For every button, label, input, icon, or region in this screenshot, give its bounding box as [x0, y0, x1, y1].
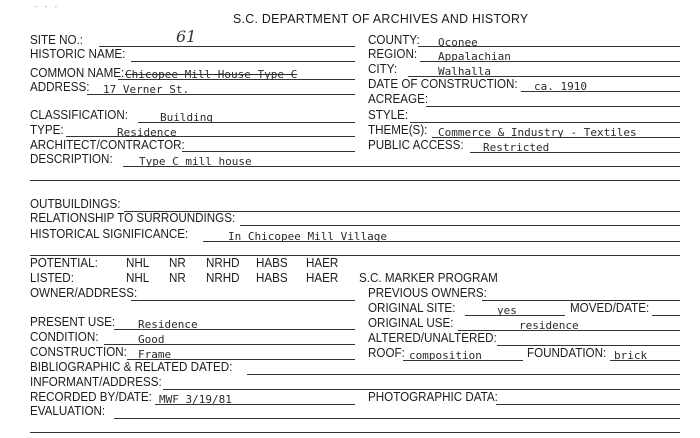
- photographic-line: [496, 404, 680, 405]
- city-label: CITY:: [368, 62, 398, 76]
- original-site-value: yes: [497, 304, 517, 317]
- bibliographic-line: [247, 374, 680, 375]
- condition-label: CONDITION:: [30, 330, 99, 344]
- common-name-value: Chicopee Mill House Type C: [125, 68, 298, 81]
- significance-value: In Chicopee Mill Village: [228, 230, 387, 243]
- recorded-label: RECORDED BY/DATE:: [30, 390, 152, 404]
- listed-habs: HABS: [256, 271, 288, 285]
- common-name-label: COMMON NAME:: [30, 66, 125, 80]
- listed-haer: HAER: [306, 271, 339, 285]
- address-label: ADDRESS:: [30, 80, 90, 94]
- classification-value: Building: [160, 111, 213, 124]
- description-label: DESCRIPTION:: [30, 152, 113, 166]
- county-value: Oconee: [438, 36, 478, 49]
- historic-name-label: HISTORIC NAME:: [30, 47, 126, 61]
- potential-haer: HAER: [306, 256, 339, 270]
- condition-value: Good: [138, 333, 165, 346]
- style-label: STYLE:: [368, 108, 409, 122]
- public-access-value: Restricted: [483, 141, 550, 154]
- roof-value: composition: [409, 349, 482, 362]
- significance-label: HISTORICAL SIGNIFICANCE:: [30, 227, 189, 241]
- altered-label: ALTERED/UNALTERED:: [368, 331, 497, 345]
- roof-label: ROOF:: [368, 346, 405, 360]
- public-access-label: PUBLIC ACCESS:: [368, 138, 464, 152]
- type-label: TYPE:: [30, 123, 64, 137]
- evaluation-line: [114, 418, 680, 419]
- site-no-line: [99, 46, 355, 47]
- informant-label: INFORMANT/ADDRESS:: [30, 375, 162, 389]
- themes-value: Commerce & Industry - Textiles: [438, 126, 637, 139]
- style-line: [410, 122, 680, 123]
- evaluation-label: EVALUATION:: [30, 404, 106, 418]
- historic-name-line: [131, 61, 355, 62]
- themes-label: THEME(S):: [368, 123, 428, 137]
- owner-address-line: [131, 300, 355, 301]
- listed-nrhd: NRHD: [206, 271, 240, 285]
- listed-nr: NR: [169, 271, 186, 285]
- architect-line: [182, 151, 355, 152]
- original-use-label: ORIGINAL USE:: [368, 316, 454, 330]
- outbuildings-label: OUTBUILDINGS:: [30, 197, 121, 211]
- foundation-label: FOUNDATION:: [527, 346, 607, 360]
- potential-habs: HABS: [256, 256, 288, 270]
- potential-nhl: NHL: [126, 256, 150, 270]
- region-value: Appalachian: [438, 50, 511, 63]
- present-use-label: PRESENT USE:: [30, 315, 116, 329]
- form-title: S.C. DEPARTMENT OF ARCHIVES AND HISTORY: [233, 11, 529, 26]
- city-value: Walhalla: [438, 65, 491, 78]
- region-label: REGION:: [368, 47, 418, 61]
- architect-label: ARCHITECT/CONTRACTOR:: [30, 138, 185, 152]
- address-value: 17 Verner St.: [103, 83, 190, 96]
- relationship-label: RELATIONSHIP TO SURROUNDINGS:: [30, 211, 236, 225]
- recorded-value: MWF 3/19/81: [159, 393, 232, 406]
- top-mark: - - -: [34, 2, 59, 11]
- moved-date-label: MOVED/DATE:: [570, 301, 650, 315]
- county-label: COUNTY:: [368, 33, 420, 47]
- type-line: [66, 136, 355, 137]
- potential-nrhd: NRHD: [206, 256, 240, 270]
- listed-label: LISTED:: [30, 271, 74, 285]
- moved-date-line: [652, 315, 680, 316]
- relationship-line: [240, 225, 680, 226]
- foundation-value: brick: [614, 349, 648, 362]
- construction-label: CONSTRUCTION:: [30, 345, 127, 359]
- owner-address-label: OWNER/ADDRESS:: [30, 286, 138, 300]
- construction-value: Frame: [138, 348, 172, 361]
- date-construction-label: DATE OF CONSTRUCTION:: [368, 77, 518, 91]
- potential-nr: NR: [169, 256, 186, 270]
- date-construction-value: ca. 1910: [534, 80, 587, 93]
- acreage-line: [426, 106, 680, 107]
- bottom-line: [30, 432, 680, 433]
- original-use-value: residence: [519, 319, 579, 332]
- original-site-label: ORIGINAL SITE:: [368, 301, 456, 315]
- acreage-label: ACREAGE:: [368, 92, 429, 106]
- potential-label: POTENTIAL:: [30, 256, 98, 270]
- type-value: Residence: [117, 126, 177, 139]
- divider-line: [30, 180, 680, 181]
- description-value: Type C mill house: [139, 155, 252, 168]
- present-use-value: Residence: [138, 318, 198, 331]
- classification-label: CLASSIFICATION:: [30, 108, 128, 122]
- marker-program-label: S.C. MARKER PROGRAM: [359, 271, 498, 285]
- photographic-label: PHOTOGRAPHIC DATA:: [368, 390, 498, 404]
- bibliographic-label: BIBLIOGRAPHIC & RELATED DATED:: [30, 360, 233, 374]
- previous-owners-label: PREVIOUS OWNERS:: [368, 286, 487, 300]
- site-no-value: 61: [176, 27, 197, 46]
- site-no-label: SITE NO.:: [30, 33, 83, 47]
- listed-nhl: NHL: [126, 271, 150, 285]
